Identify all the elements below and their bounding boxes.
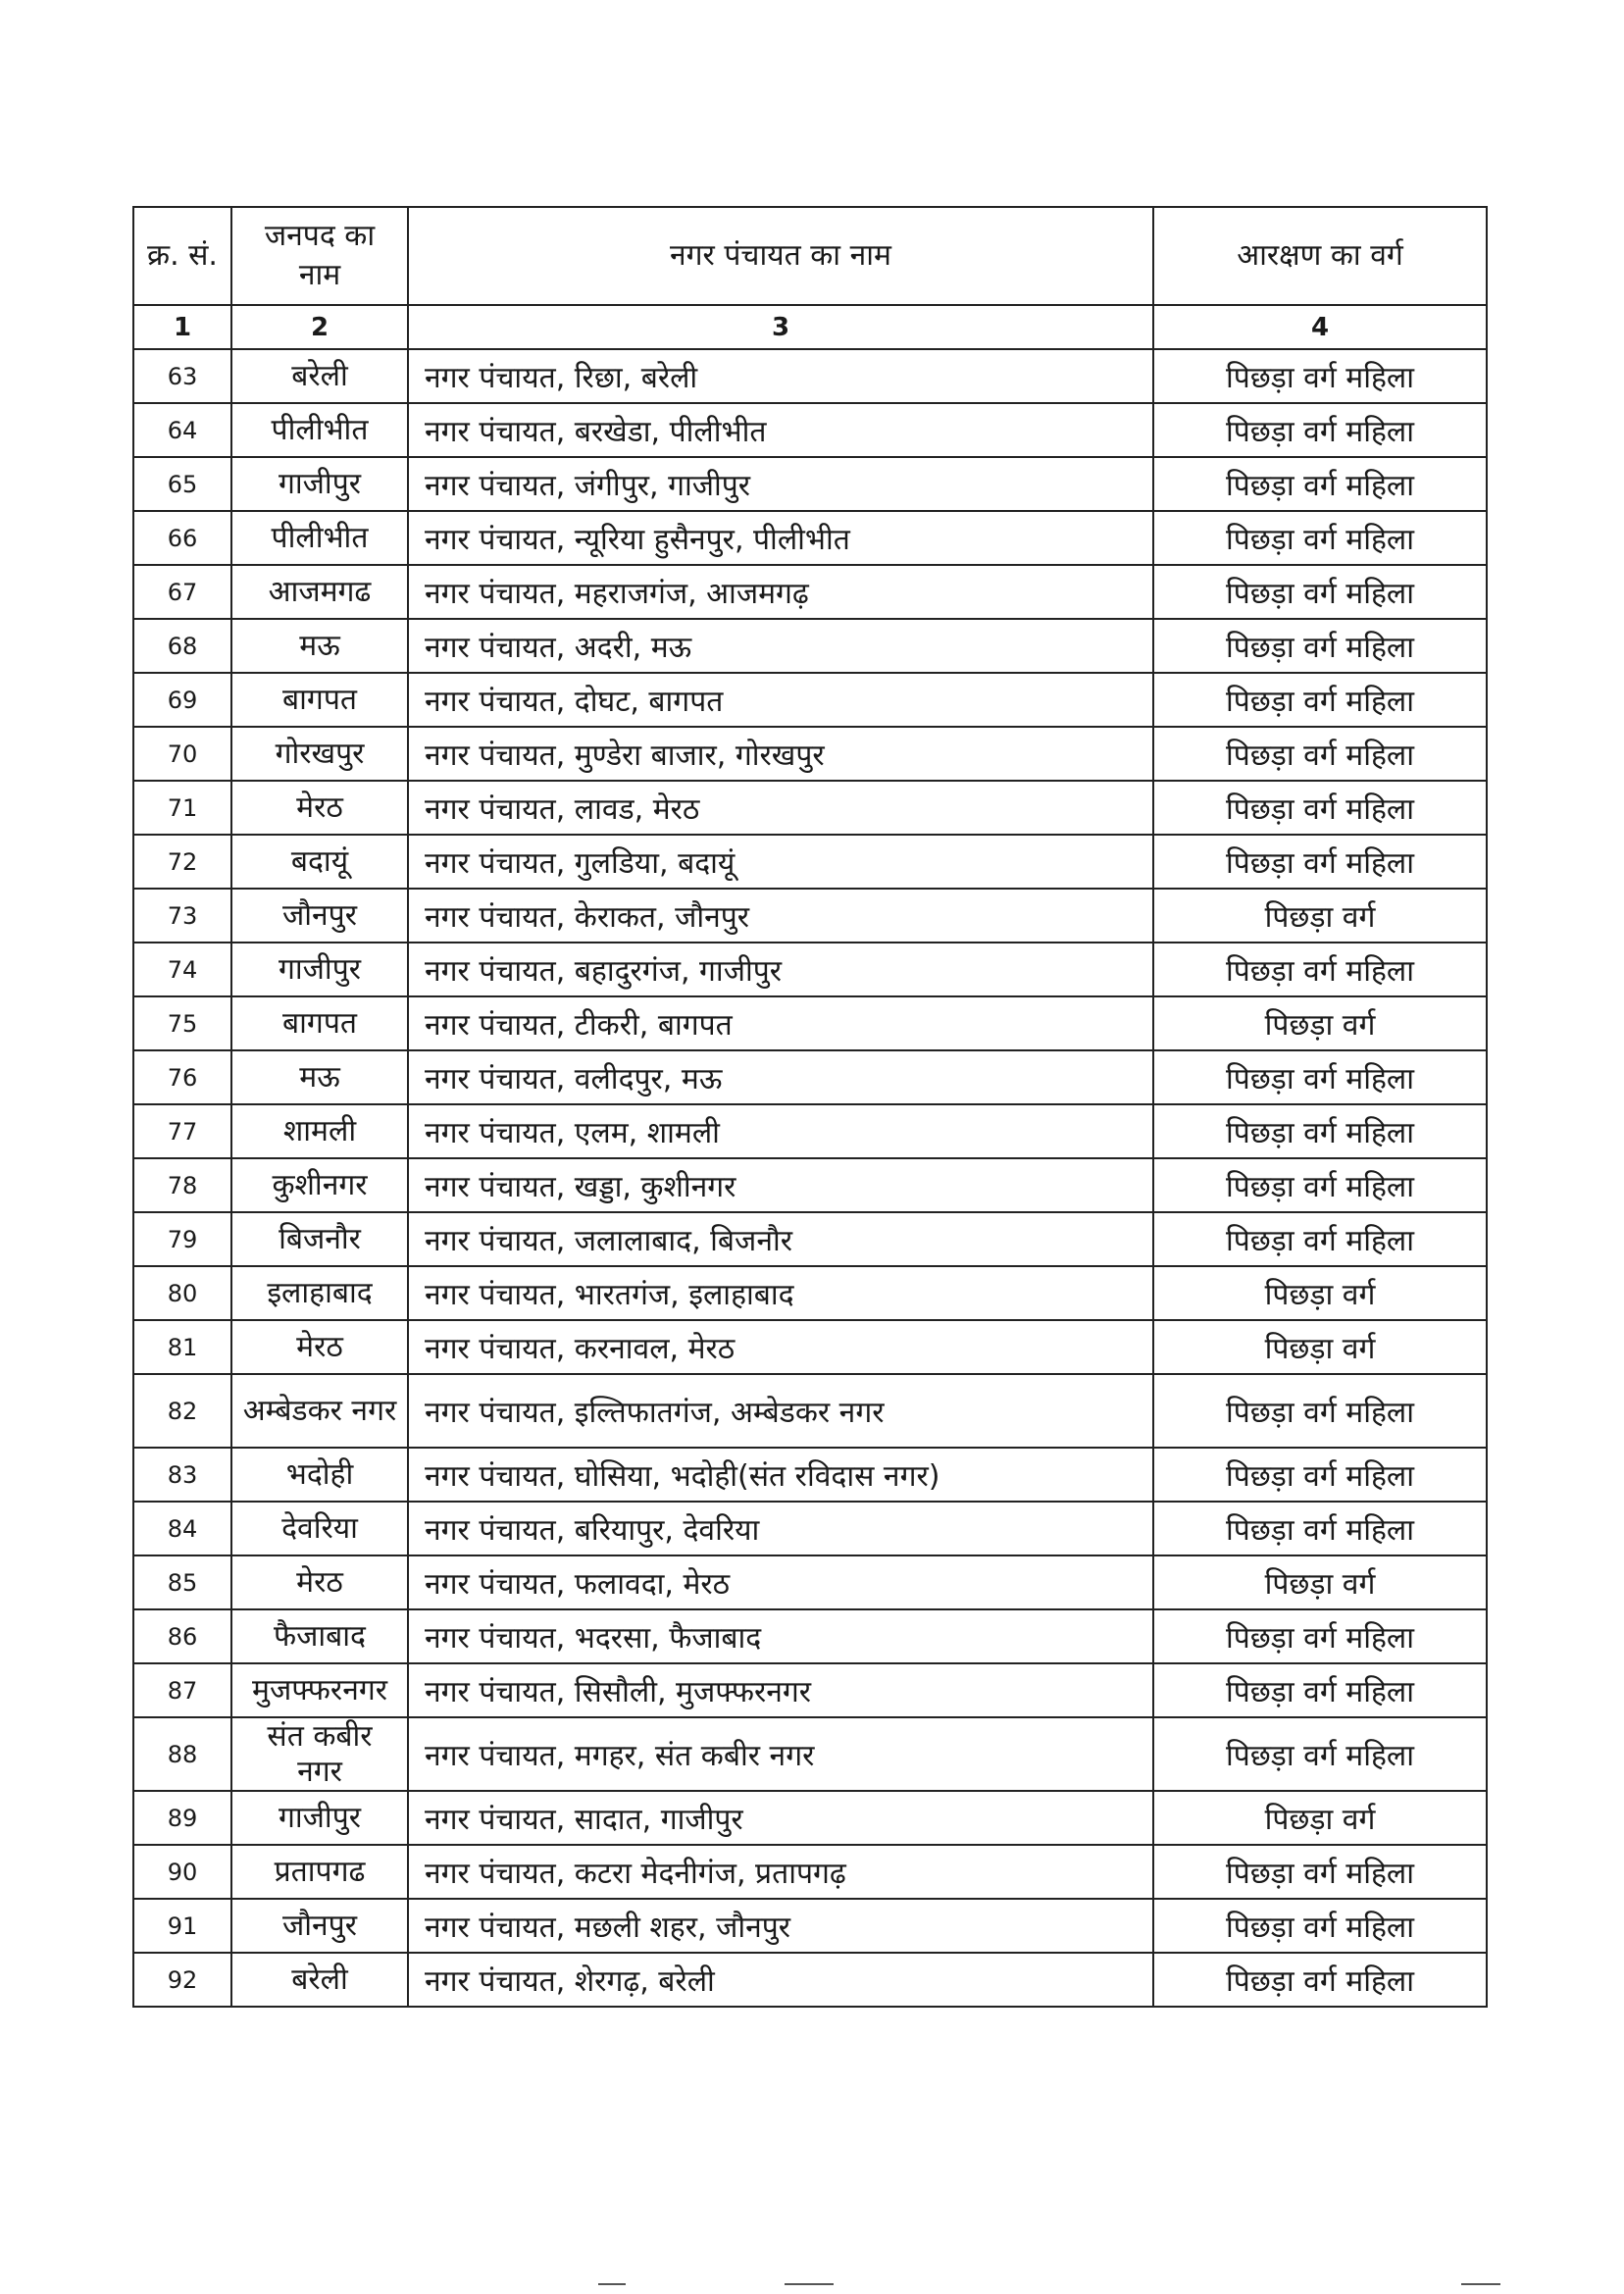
district-cell: बागपत bbox=[231, 673, 408, 727]
district-cell: बिजनौर bbox=[231, 1212, 408, 1266]
reservation-category-cell: पिछड़ा वर्ग महिला bbox=[1153, 943, 1487, 996]
table-row bbox=[133, 889, 1487, 943]
column-number: 1 bbox=[133, 305, 231, 349]
table-row bbox=[133, 403, 1487, 457]
table-row bbox=[133, 1502, 1487, 1555]
reservation-category-cell: पिछड़ा वर्ग महिला bbox=[1153, 1899, 1487, 1953]
panchayat-name-cell: नगर पंचायत, अदरी, मऊ bbox=[408, 619, 1153, 673]
table-row bbox=[133, 1899, 1487, 1953]
reservation-category-cell: पिछड़ा वर्ग महिला bbox=[1153, 1663, 1487, 1717]
serial-number-cell: 63 bbox=[133, 349, 231, 403]
serial-number-cell: 79 bbox=[133, 1212, 231, 1266]
table-row bbox=[133, 781, 1487, 835]
serial-number-cell: 68 bbox=[133, 619, 231, 673]
serial-number-cell: 66 bbox=[133, 511, 231, 565]
district-cell: जौनपुर bbox=[231, 1899, 408, 1953]
reservation-category-cell: पिछड़ा वर्ग महिला bbox=[1153, 1212, 1487, 1266]
district-cell: बरेली bbox=[231, 349, 408, 403]
serial-number-cell: 85 bbox=[133, 1555, 231, 1609]
serial-number-cell: 65 bbox=[133, 457, 231, 511]
panchayat-name-cell: नगर पंचायत, शेरगढ़, बरेली bbox=[408, 1953, 1153, 2007]
serial-number-cell: 73 bbox=[133, 889, 231, 943]
panchayat-name-cell: नगर पंचायत, सिसौली, मुजफ्फरनगर bbox=[408, 1663, 1153, 1717]
scan-mark bbox=[1461, 2283, 1500, 2285]
serial-number-cell: 64 bbox=[133, 403, 231, 457]
district-cell: मेरठ bbox=[231, 781, 408, 835]
serial-number-cell: 67 bbox=[133, 565, 231, 619]
panchayat-name-cell: नगर पंचायत, भदरसा, फैजाबाद bbox=[408, 1609, 1153, 1663]
reservation-category-cell: पिछड़ा वर्ग महिला bbox=[1153, 673, 1487, 727]
panchayat-name-cell: नगर पंचायत, बरखेडा, पीलीभीत bbox=[408, 403, 1153, 457]
table-row bbox=[133, 1555, 1487, 1609]
serial-number-cell: 82 bbox=[133, 1374, 231, 1448]
panchayat-name-cell: नगर पंचायत, मगहर, संत कबीर नगर bbox=[408, 1717, 1153, 1791]
reservation-category-cell: पिछड़ा वर्ग महिला bbox=[1153, 1502, 1487, 1555]
reservation-category-cell: पिछड़ा वर्ग महिला bbox=[1153, 1953, 1487, 2007]
table-row bbox=[133, 1050, 1487, 1104]
serial-number-cell: 69 bbox=[133, 673, 231, 727]
serial-number-cell: 78 bbox=[133, 1158, 231, 1212]
panchayat-name-cell: नगर पंचायत, टीकरी, बागपत bbox=[408, 996, 1153, 1050]
header-reservation-category: आरक्षण का वर्ग bbox=[1153, 207, 1487, 305]
district-cell: अम्बेडकर नगर bbox=[231, 1374, 408, 1448]
scan-mark bbox=[598, 2283, 626, 2285]
district-cell: मऊ bbox=[231, 619, 408, 673]
column-number-row bbox=[133, 305, 1487, 349]
serial-number-cell: 90 bbox=[133, 1845, 231, 1899]
district-cell: पीलीभीत bbox=[231, 403, 408, 457]
column-number: 3 bbox=[408, 305, 1153, 349]
district-cell: फैजाबाद bbox=[231, 1609, 408, 1663]
serial-number-cell: 76 bbox=[133, 1050, 231, 1104]
panchayat-name-cell: नगर पंचायत, बहादुरगंज, गाजीपुर bbox=[408, 943, 1153, 996]
reservation-category-cell: पिछड़ा वर्ग महिला bbox=[1153, 457, 1487, 511]
reservation-category-cell: पिछड़ा वर्ग महिला bbox=[1153, 1845, 1487, 1899]
district-cell: आजमगढ bbox=[231, 565, 408, 619]
table-row bbox=[133, 996, 1487, 1050]
serial-number-cell: 74 bbox=[133, 943, 231, 996]
district-cell: जौनपुर bbox=[231, 889, 408, 943]
panchayat-name-cell: नगर पंचायत, महराजगंज, आजमगढ़ bbox=[408, 565, 1153, 619]
table-row bbox=[133, 943, 1487, 996]
reservation-category-cell: पिछड़ा वर्ग bbox=[1153, 996, 1487, 1050]
serial-number-cell: 77 bbox=[133, 1104, 231, 1158]
table-row bbox=[133, 1212, 1487, 1266]
header-panchayat-name: नगर पंचायत का नाम bbox=[408, 207, 1153, 305]
district-cell: भदोही bbox=[231, 1448, 408, 1502]
panchayat-name-cell: नगर पंचायत, गुलडिया, बदायूं bbox=[408, 835, 1153, 889]
reservation-category-cell: पिछड़ा वर्ग महिला bbox=[1153, 1374, 1487, 1448]
district-cell: शामली bbox=[231, 1104, 408, 1158]
serial-number-cell: 87 bbox=[133, 1663, 231, 1717]
table-row bbox=[133, 565, 1487, 619]
reservation-category-cell: पिछड़ा वर्ग महिला bbox=[1153, 1104, 1487, 1158]
table-row bbox=[133, 1717, 1487, 1791]
table-row bbox=[133, 619, 1487, 673]
serial-number-cell: 86 bbox=[133, 1609, 231, 1663]
table-row bbox=[133, 1845, 1487, 1899]
panchayat-name-cell: नगर पंचायत, घोसिया, भदोही(संत रविदास नगर) bbox=[408, 1448, 1153, 1502]
table-row bbox=[133, 1320, 1487, 1374]
panchayat-name-cell: नगर पंचायत, मुण्डेरा बाजार, गोरखपुर bbox=[408, 727, 1153, 781]
table-row bbox=[133, 727, 1487, 781]
reservation-table bbox=[132, 206, 1488, 2008]
panchayat-name-cell: नगर पंचायत, एलम, शामली bbox=[408, 1104, 1153, 1158]
reservation-category-cell: पिछड़ा वर्ग महिला bbox=[1153, 511, 1487, 565]
column-number: 2 bbox=[231, 305, 408, 349]
header-row bbox=[133, 207, 1487, 305]
district-cell: बागपत bbox=[231, 996, 408, 1050]
panchayat-name-cell: नगर पंचायत, न्यूरिया हुसैनपुर, पीलीभीत bbox=[408, 511, 1153, 565]
serial-number-cell: 88 bbox=[133, 1717, 231, 1791]
table-row bbox=[133, 1953, 1487, 2007]
column-number: 4 bbox=[1153, 305, 1487, 349]
district-cell: बरेली bbox=[231, 1953, 408, 2007]
header-district: जनपद का नाम bbox=[231, 207, 408, 305]
panchayat-name-cell: नगर पंचायत, फलावदा, मेरठ bbox=[408, 1555, 1153, 1609]
reservation-category-cell: पिछड़ा वर्ग bbox=[1153, 1555, 1487, 1609]
district-cell: पीलीभीत bbox=[231, 511, 408, 565]
table-row bbox=[133, 1448, 1487, 1502]
serial-number-cell: 92 bbox=[133, 1953, 231, 2007]
district-cell: गाजीपुर bbox=[231, 1791, 408, 1845]
reservation-category-cell: पिछड़ा वर्ग bbox=[1153, 889, 1487, 943]
table-row bbox=[133, 349, 1487, 403]
reservation-category-cell: पिछड़ा वर्ग महिला bbox=[1153, 1717, 1487, 1791]
serial-number-cell: 91 bbox=[133, 1899, 231, 1953]
panchayat-name-cell: नगर पंचायत, लावड, मेरठ bbox=[408, 781, 1153, 835]
table-row bbox=[133, 511, 1487, 565]
panchayat-name-cell: नगर पंचायत, भारतगंज, इलाहाबाद bbox=[408, 1266, 1153, 1320]
table-row bbox=[133, 835, 1487, 889]
table-row bbox=[133, 1663, 1487, 1717]
serial-number-cell: 75 bbox=[133, 996, 231, 1050]
reservation-category-cell: पिछड़ा वर्ग महिला bbox=[1153, 1448, 1487, 1502]
reservation-category-cell: पिछड़ा वर्ग महिला bbox=[1153, 727, 1487, 781]
serial-number-cell: 72 bbox=[133, 835, 231, 889]
panchayat-name-cell: नगर पंचायत, दोघट, बागपत bbox=[408, 673, 1153, 727]
reservation-category-cell: पिछड़ा वर्ग महिला bbox=[1153, 835, 1487, 889]
panchayat-name-cell: नगर पंचायत, खड्डा, कुशीनगर bbox=[408, 1158, 1153, 1212]
panchayat-name-cell: नगर पंचायत, रिछा, बरेली bbox=[408, 349, 1153, 403]
panchayat-name-cell: नगर पंचायत, मछली शहर, जौनपुर bbox=[408, 1899, 1153, 1953]
district-cell: गोरखपुर bbox=[231, 727, 408, 781]
reservation-category-cell: पिछड़ा वर्ग महिला bbox=[1153, 1050, 1487, 1104]
district-cell: कुशीनगर bbox=[231, 1158, 408, 1212]
table-row bbox=[133, 457, 1487, 511]
serial-number-cell: 83 bbox=[133, 1448, 231, 1502]
panchayat-name-cell: नगर पंचायत, वलीदपुर, मऊ bbox=[408, 1050, 1153, 1104]
district-cell: मऊ bbox=[231, 1050, 408, 1104]
district-cell: मेरठ bbox=[231, 1320, 408, 1374]
serial-number-cell: 81 bbox=[133, 1320, 231, 1374]
table-row bbox=[133, 1158, 1487, 1212]
reservation-category-cell: पिछड़ा वर्ग bbox=[1153, 1791, 1487, 1845]
serial-number-cell: 70 bbox=[133, 727, 231, 781]
district-cell: देवरिया bbox=[231, 1502, 408, 1555]
reservation-category-cell: पिछड़ा वर्ग महिला bbox=[1153, 619, 1487, 673]
reservation-category-cell: पिछड़ा वर्ग महिला bbox=[1153, 1158, 1487, 1212]
serial-number-cell: 80 bbox=[133, 1266, 231, 1320]
table-row bbox=[133, 1791, 1487, 1845]
table-row bbox=[133, 1374, 1487, 1448]
table-row bbox=[133, 1266, 1487, 1320]
table-row bbox=[133, 673, 1487, 727]
reservation-category-cell: पिछड़ा वर्ग महिला bbox=[1153, 403, 1487, 457]
district-cell: मेरठ bbox=[231, 1555, 408, 1609]
panchayat-name-cell: नगर पंचायत, जंगीपुर, गाजीपुर bbox=[408, 457, 1153, 511]
reservation-category-cell: पिछड़ा वर्ग महिला bbox=[1153, 349, 1487, 403]
header-serial: क्र. सं. bbox=[133, 207, 231, 305]
table-row bbox=[133, 1104, 1487, 1158]
district-cell: इलाहाबाद bbox=[231, 1266, 408, 1320]
district-cell: बदायूं bbox=[231, 835, 408, 889]
district-cell: गाजीपुर bbox=[231, 457, 408, 511]
panchayat-name-cell: नगर पंचायत, केराकत, जौनपुर bbox=[408, 889, 1153, 943]
panchayat-name-cell: नगर पंचायत, कटरा मेदनीगंज, प्रतापगढ़ bbox=[408, 1845, 1153, 1899]
district-cell: प्रतापगढ bbox=[231, 1845, 408, 1899]
reservation-category-cell: पिछड़ा वर्ग महिला bbox=[1153, 1609, 1487, 1663]
panchayat-name-cell: नगर पंचायत, करनावल, मेरठ bbox=[408, 1320, 1153, 1374]
reservation-category-cell: पिछड़ा वर्ग महिला bbox=[1153, 781, 1487, 835]
serial-number-cell: 71 bbox=[133, 781, 231, 835]
panchayat-name-cell: नगर पंचायत, सादात, गाजीपुर bbox=[408, 1791, 1153, 1845]
table-body bbox=[133, 349, 1487, 2007]
reservation-category-cell: पिछड़ा वर्ग महिला bbox=[1153, 565, 1487, 619]
table-row bbox=[133, 1609, 1487, 1663]
panchayat-name-cell: नगर पंचायत, बरियापुर, देवरिया bbox=[408, 1502, 1153, 1555]
serial-number-cell: 84 bbox=[133, 1502, 231, 1555]
district-cell: संत कबीर नगर bbox=[231, 1717, 408, 1791]
reservation-category-cell: पिछड़ा वर्ग bbox=[1153, 1320, 1487, 1374]
district-cell: गाजीपुर bbox=[231, 943, 408, 996]
serial-number-cell: 89 bbox=[133, 1791, 231, 1845]
scan-mark bbox=[785, 2283, 834, 2285]
district-cell: मुजफ्फरनगर bbox=[231, 1663, 408, 1717]
reservation-category-cell: पिछड़ा वर्ग bbox=[1153, 1266, 1487, 1320]
panchayat-name-cell: नगर पंचायत, जलालाबाद, बिजनौर bbox=[408, 1212, 1153, 1266]
panchayat-name-cell: नगर पंचायत, इल्तिफातगंज, अम्बेडकर नगर bbox=[408, 1374, 1153, 1448]
